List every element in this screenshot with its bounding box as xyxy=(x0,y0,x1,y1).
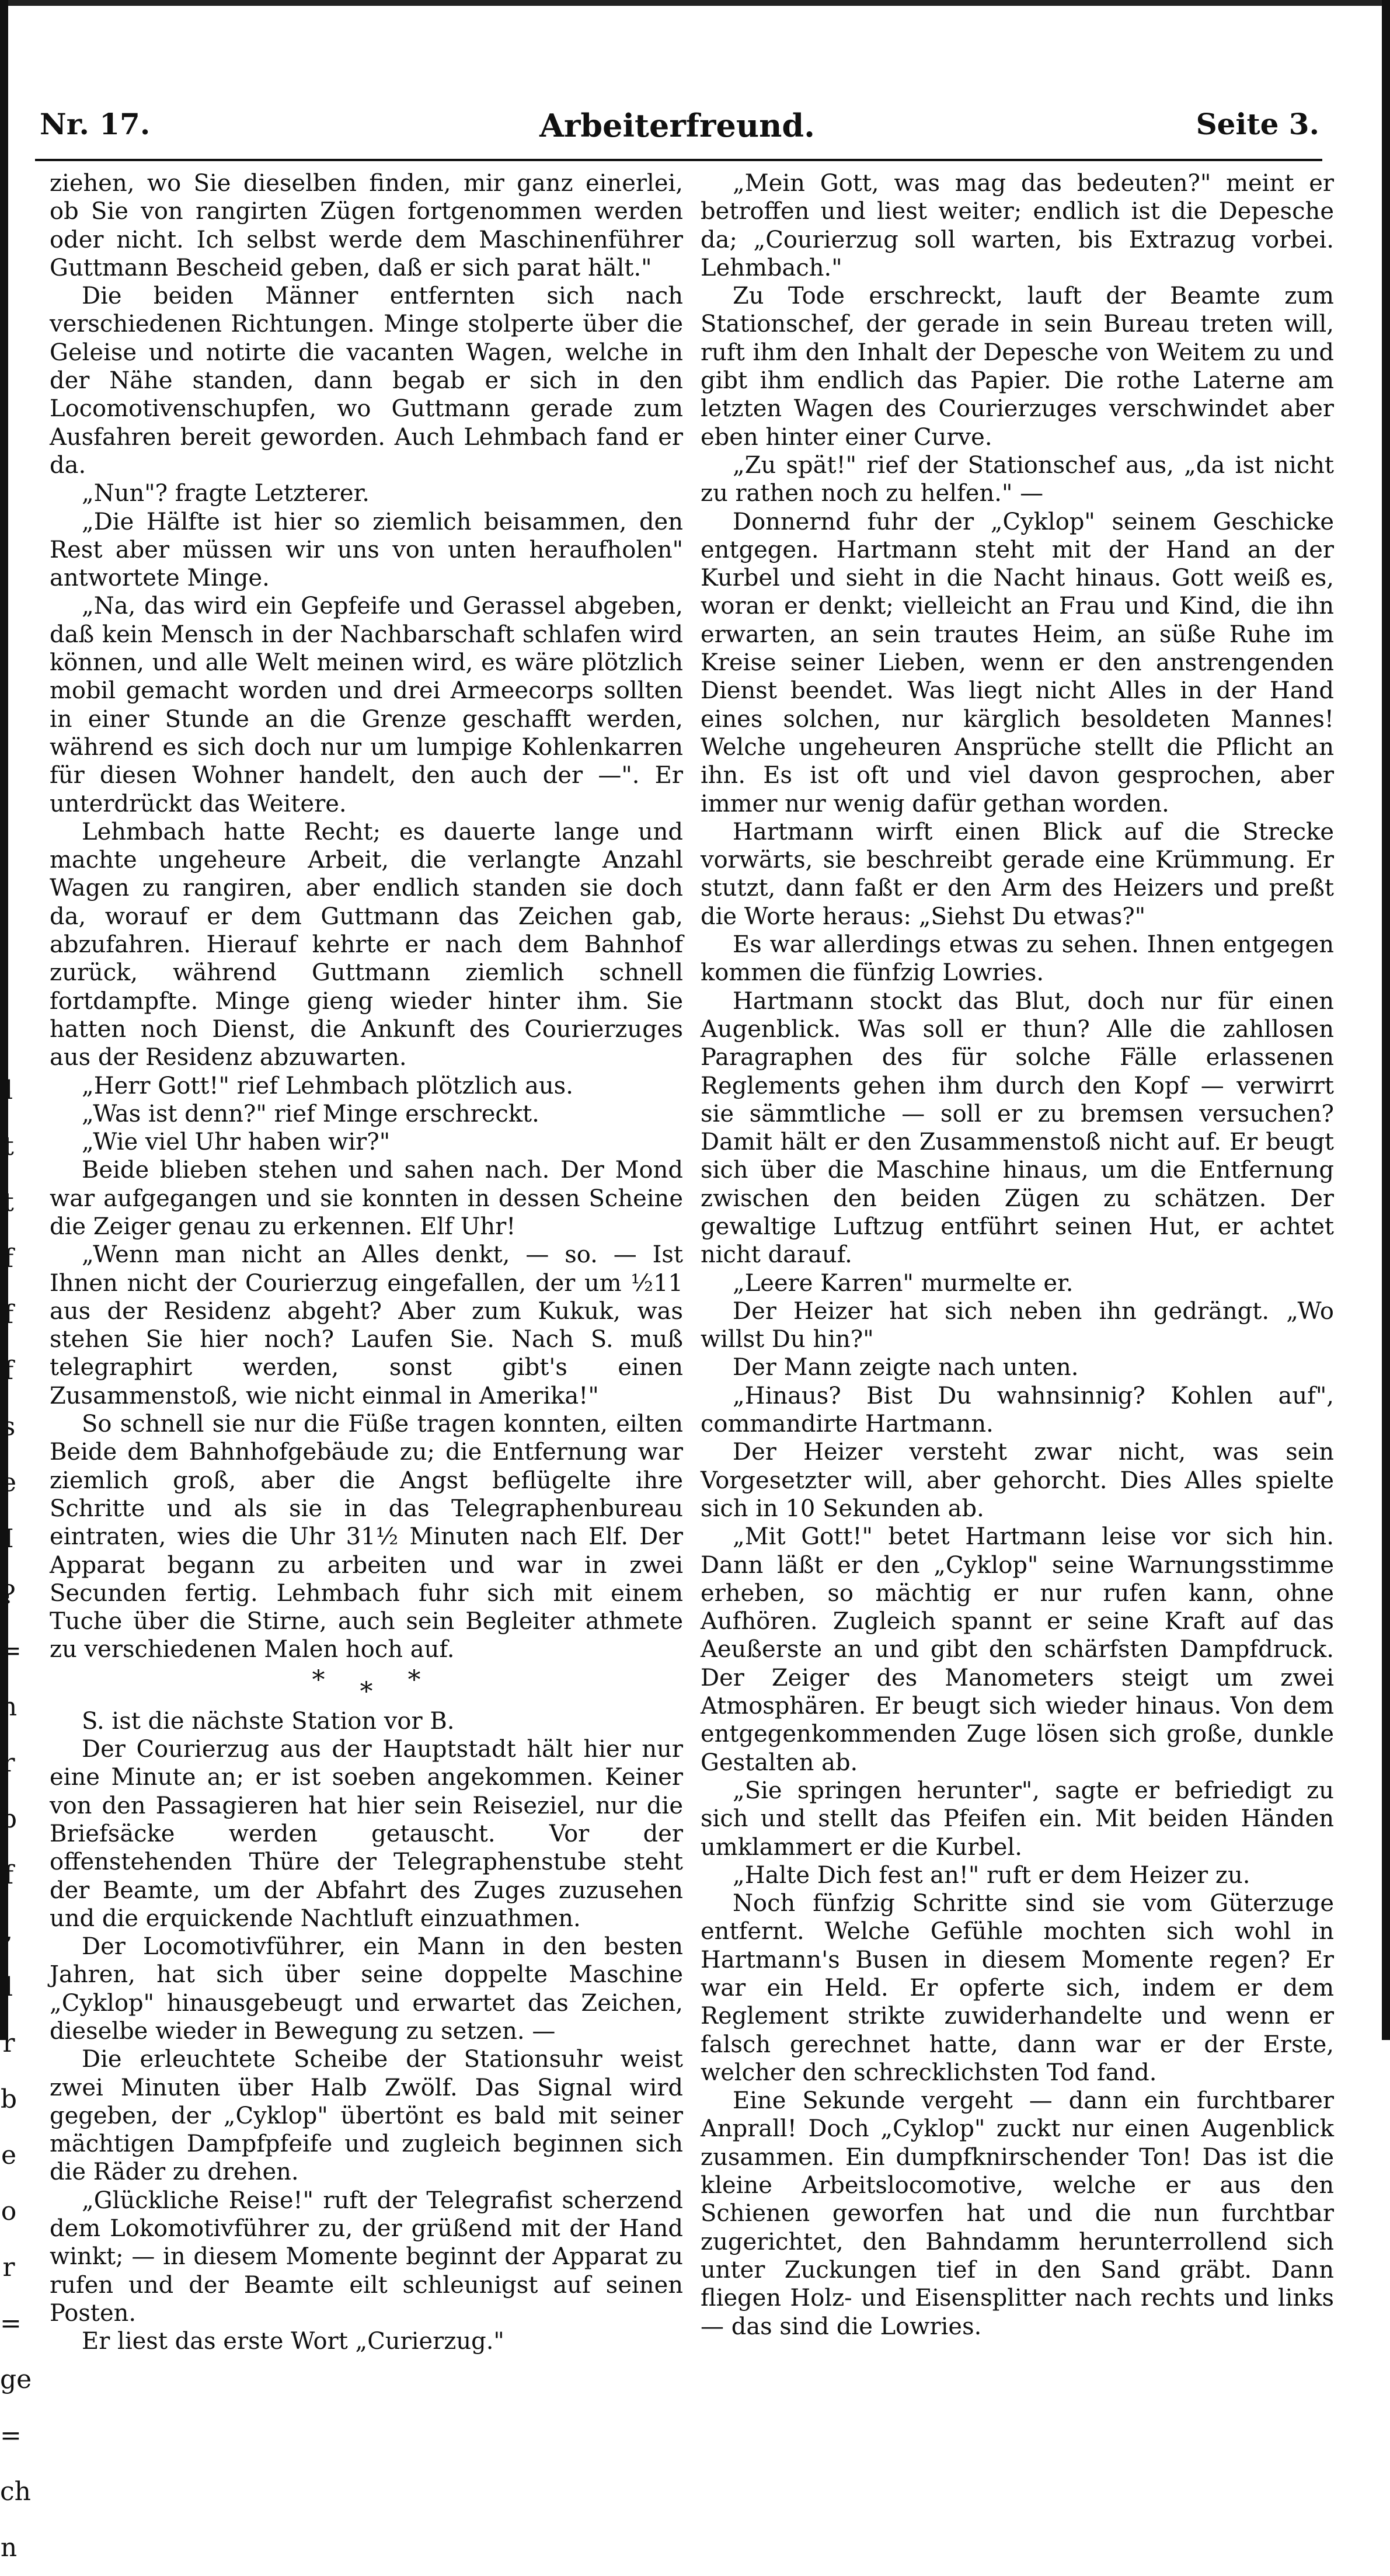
right-column xyxy=(701,169,1334,2340)
left-column xyxy=(50,169,683,2355)
margin-glyph: ch xyxy=(0,2477,31,2507)
paragraph: Hartmann wirft einen Blick auf die Strecke vorwärts, sie beschreibt gerade eine Krümmung. Er stutzt, dann faßt er den Arm des Heizers und preßt die Worte heraus: „Siehst Du etwas?" xyxy=(701,818,1334,930)
paragraph: Der Courierzug aus der Hauptstadt hält hier nur eine Minute an; er ist soeben angekommen. Keiner von den Passagieren hat hier sein Reiseziel, nur die Briefsäcke werden getauscht. Vor der offenstehenden Thüre der Telegraphenstube steht der Beamte, um der Abfahrt des Zuges zuzusehen und die erquickende Nachtluft einzuathmen. xyxy=(50,1736,683,1932)
margin-glyph: t xyxy=(4,1132,14,1161)
scan-right-edge xyxy=(1382,0,1390,2040)
page-header xyxy=(35,102,1319,149)
margin-glyph: t xyxy=(4,1188,14,1217)
separator-star: * xyxy=(360,1676,408,1707)
paragraph: „Wenn man nicht an Alles denkt, — so. — Ist Ihnen nicht der Courierzug eingefallen, der um ½11 aus der Residenz abgeht? Aber zum Kukuk, was stehen Sie hier noch? Laufen Sie. Nach S. muß telegraphirt werden, sonst gibt's einen Zusammenstoß, wie nicht einmal in Amerika!" xyxy=(50,1241,683,1409)
paragraph: Der Heizer hat sich neben ihn gedrängt. „Wo willst Du hin?" xyxy=(701,1297,1334,1353)
margin-glyph: r xyxy=(2,1748,15,1778)
margin-glyph: = xyxy=(0,2309,22,2338)
separator-star: * xyxy=(407,1665,456,1695)
separator-star: * xyxy=(312,1665,360,1695)
margin-glyph: e xyxy=(1,1468,17,1498)
margin-glyph: f xyxy=(4,1356,14,1386)
margin-glyph: = xyxy=(0,2421,22,2450)
newspaper-title: Arbeiterfreund. xyxy=(539,107,815,144)
paragraph: Der Locomotivführer, ein Mann in den besten Jahren, hat sich über seine doppelte Maschine „Cyklop" hinausgebeugt und erwartet das Zeichen, dieselbe wieder in Bewegung zu setzen. — xyxy=(50,1933,683,2045)
margin-glyph-strip xyxy=(0,1063,32,2576)
margin-glyph: f xyxy=(4,1300,14,1329)
margin-glyph: s xyxy=(2,1412,16,1442)
section-separator xyxy=(50,1664,683,1707)
page-number: Seite 3. xyxy=(1196,107,1319,141)
paragraph: Lehmbach hatte Recht; es dauerte lange und machte ungeheure Arbeit, die verlangte Anzahl Wagen zu rangiren, aber endlich standen sie doch da, worauf er dem Guttmann das Zeichen gab, abzufahren. Hierauf kehrte er nach dem Bahnhof zurück, während Guttmann ziemlich schnell fortdampfte. Minge gieng wieder hinter ihm. Sie hatten noch Dienst, die Ankunft des Courierzuges aus der Residenz abzuwarten. xyxy=(50,818,683,1071)
paragraph: „Was ist denn?" rief Minge erschreckt. xyxy=(82,1100,539,1127)
margin-glyph: l xyxy=(4,1972,13,2002)
paragraph: Donnernd fuhr der „Cyklop" seinem Geschicke entgegen. Hartmann steht mit der Hand an der Kurbel und sieht in die Nacht hinaus. Gott weiß es, woran er denkt; vielleicht an Frau und Kind, die ihn erwarten, an sein trautes Heim, an süße Ruhe im Kreise seiner Lieben, wenn er den anstrengenden Dienst beendet. Was liegt nicht Alles in der Hand eines solchen, nur kärglich besoldeten Mannes! Welche ungeheuren Ansprüche stellt die Pflicht an ihn. Es ist oft und viel davon gesprochen, aber immer nur wenig dafür gethan worden. xyxy=(701,508,1334,817)
margin-glyph: f xyxy=(4,1860,14,1890)
paragraph: Die beiden Männer entfernten sich nach verschiedenen Richtungen. Minge stolperte über die Geleise und notirte die vacanten Wagen, welche in der Nähe standen, dann begab er sich in den Locomotivenschupfen, wo Guttmann gerade zum Ausfahren bereit geworden. Auch Lehmbach fand er da. xyxy=(50,283,683,479)
margin-glyph: r xyxy=(2,2028,15,2058)
margin-glyph: e xyxy=(1,2140,17,2170)
paragraph: „Leere Karren" murmelte er. xyxy=(733,1269,1074,1297)
margin-glyph: ge xyxy=(0,2365,32,2394)
paragraph: S. ist die nächste Station vor B. xyxy=(82,1707,455,1735)
paragraph: „Die Hälfte ist hier so ziemlich beisammen, den Rest aber müssen wir uns von unten heraufholen" antwortete Minge. xyxy=(50,508,683,592)
paragraph: Eine Sekunde vergeht — dann ein furchtbarer Anprall! Doch „Cyklop" zuckt nur einen Augenblick zusammen. Ein dumpfknirschender Ton! Das ist die kleine Arbeitslocomotive, welche er aus den Schienen geworfen hat und die nun furchtbar zugerichtet, den Bahndamm herunterrollend sich unter Zuckungen tief in den Sand gräbt. Dann fliegen Holz- und Eisensplitter nach rechts und links — das sind die Lowries. xyxy=(701,2087,1334,2340)
paragraph: Beide blieben stehen und sahen nach. Der Mond war aufgegangen und sie konnten in dessen Scheine die Zeiger genau zu erkennen. Elf Uhr! xyxy=(50,1157,683,1240)
header-rule xyxy=(35,159,1322,161)
paragraph: „Sie springen herunter", sagte er befriedigt zu sich und stellt das Pfeifen ein. Mit beiden Händen umklammert er die Kurbel. xyxy=(701,1777,1334,1861)
paragraph: Zu Tode erschreckt, lauft der Beamte zum Stationschef, der gerade in sein Bureau treten will, ruft ihm den Inhalt der Depesche von Weitem zu und gibt ihm endlich das Papier. Die rothe Laterne am letzten Wagen des Courierzuges verschwindet aber eben hinter einer Curve. xyxy=(701,283,1334,451)
margin-glyph: r xyxy=(2,2253,15,2282)
scan-top-edge xyxy=(0,0,1390,6)
margin-glyph: o xyxy=(1,2196,17,2226)
paragraph: Noch fünfzig Schritte sind sie vom Güterzuge entfernt. Welche Gefühle mochten sich wohl in Hartmann's Busen in diesem Momente regen? Er war ein Held. Er opferte sich, indem er dem Reglement strikte zuwiderhandelte und wenn er falsch gerechnet hatte, dann war er der Erste, welcher den schrecklichsten Tod fand. xyxy=(701,1890,1334,2086)
margin-glyph: b xyxy=(0,2084,18,2114)
paragraph: Der Heizer versteht zwar nicht, was sein Vorgesetzter will, aber gehorcht. Dies Alles spielte sich in 10 Sekunden ab. xyxy=(701,1439,1334,1522)
paragraph: „Glückliche Reise!" ruft der Telegrafist scherzend dem Lokomotivführer zu, der grüßend mit der Hand winkt; — in diesem Momente beginnt der Apparat zu rufen und der Beamte eilt schleunigst auf seinen Posten. xyxy=(50,2187,683,2327)
paragraph: „Hinaus? Bist Du wahnsinnig? Kohlen auf", commandirte Hartmann. xyxy=(701,1382,1334,1438)
paragraph: „Herr Gott!" rief Lehmbach plötzlich aus. xyxy=(82,1072,573,1099)
paragraph: „Zu spät!" rief der Stationschef aus, „da ist nicht zu rathen noch zu helfen." — xyxy=(701,451,1334,507)
paragraph: „Na, das wird ein Gepfeife und Gerassel abgeben, daß kein Mensch in der Nachbarschaft schlafen wird können, und alle Welt meinen wird, es wäre plötzlich mobil gemacht worden und drei Armeecorps sollten in einer Stunde an die Grenze geschafft werden, während es sich doch nur um lumpige Kohlenkarren für diesen Wohner handelt, den auch der —". Er unterdrückt das Weitere. xyxy=(50,593,683,817)
paragraph: „Wie viel Uhr haben wir?" xyxy=(82,1129,391,1156)
margin-glyph: , xyxy=(5,1916,13,1946)
paragraph: Der Mann zeigte nach unten. xyxy=(733,1354,1079,1381)
paragraph: Die erleuchtete Scheibe der Stationsuhr weist zwei Minuten über Halb Zwölf. Das Signal wird gegeben, der „Cyklop" übertönt es bald mit seiner mächtigen Dampfpfeife und zugleich beginnen sich die Räder zu drehen. xyxy=(50,2046,683,2186)
margin-glyph: I xyxy=(4,1524,14,1554)
paragraph: ziehen, wo Sie dieselben finden, mir ganz einerlei, ob Sie von rangirten Zügen fortgenommen werden oder nicht. Ich selbst werde dem Maschinenführer Guttmann Bescheid geben, daß er sich parat hält." xyxy=(50,170,683,281)
paragraph: „Mit Gott!" betet Hartmann leise vor sich hin. Dann läßt er den „Cyklop" seine Warnungsstimme erheben, so mächtig er nur rufen kann, ohne Aufhören. Zugleich spannt er seine Kraft auf das Aeußerste an und gibt den schärfsten Dampfdruck. Der Zeiger des Manometers steigt um zwei Atmosphären. Er beugt sich wieder hinaus. Von dem entgegenkommenden Zuge lösen sich große, dunkle Gestalten ab. xyxy=(701,1523,1334,1776)
issue-number: Nr. 17. xyxy=(40,107,151,141)
margin-glyph: n xyxy=(0,2533,18,2563)
margin-glyph: = xyxy=(0,1636,22,1666)
margin-glyph: l xyxy=(4,1075,13,1105)
paragraph: So schnell sie nur die Füße tragen konnten, eilten Beide dem Bahnhofgebäude zu; die Entfernung war ziemlich groß, aber die Angst beflügelte ihre Schritte und als sie in das Telegraphenbureau eintraten, wies die Uhr 31½ Minuten nach Elf. Der Apparat begann zu arbeiten und war in zwei Secunden fertig. Lehmbach fuhr sich mit einem Tuche über die Stirne, auch sein Begleiter athmete zu verschiedenen Malen hoch auf. xyxy=(50,1411,683,1663)
paragraph: Er liest das erste Wort „Curierzug." xyxy=(82,2328,504,2355)
paragraph: „Nun"? fragte Letzterer. xyxy=(82,480,370,507)
paragraph: Es war allerdings etwas zu sehen. Ihnen entgegen kommen die fünfzig Lowries. xyxy=(701,931,1334,987)
margin-glyph: ? xyxy=(2,1580,16,1610)
paragraph: „Halte Dich fest an!" ruft er dem Heizer zu. xyxy=(733,1861,1250,1889)
margin-glyph: n xyxy=(0,1692,18,1722)
paragraph: „Mein Gott, was mag das bedeuten?" meint er betroffen und liest weiter; endlich ist die Depesche da; „Courierzug soll warten, bis Extrazug vorbei. Lehmbach." xyxy=(701,170,1334,281)
margin-glyph: f xyxy=(4,1244,14,1273)
paragraph: Hartmann stockt das Blut, doch nur für einen Augenblick. Was soll er thun? Alle die zahllosen Paragraphen des für solche Fälle erlassenen Reglements gehen ihm durch den Kopf — verwirrt sie sämmtliche — soll er zu bremsen versuchen? Damit hält er den Zusammenstoß nicht auf. Er beugt sich über die Maschine hinaus, um die Entfernung zwischen den beiden Zügen zu schätzen. Der gewaltige Luftzug entführt seinen Hut, er achtet nicht darauf. xyxy=(701,987,1334,1269)
margin-glyph: b xyxy=(0,1804,18,1834)
